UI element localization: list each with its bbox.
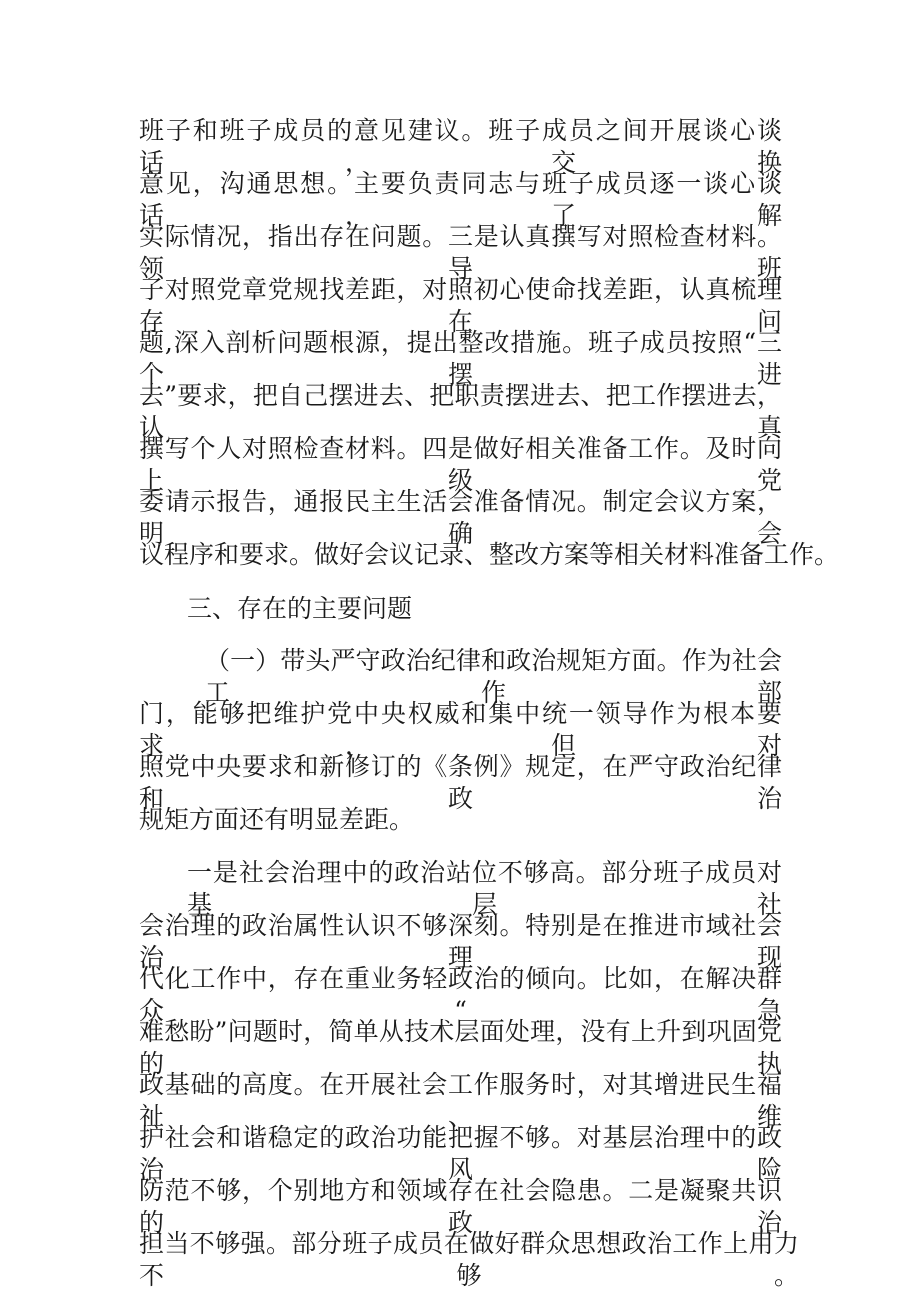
- subsection-heading-line: （一）带头严守政治纪律和政治规矩方面。作为社会工作部: [205, 646, 782, 707]
- paragraph-line: 政基础的高度。在开展社会工作服务时，对其增进民生福祉、维: [139, 1070, 782, 1131]
- paragraph-line: 委请示报告，通报民主生活会准备情况。制定会议方案，明确会: [139, 487, 782, 548]
- paragraph-line: 去”要求，把自己摆进去、把职责摆进去、把工作摆进去，认真: [139, 381, 782, 442]
- paragraph-line: 实际情况，指出存在问题。三是认真撰写对照检查材料。领导班: [139, 222, 782, 283]
- paragraph-line: 一是社会治理中的政治站位不够高。部分班子成员对基层社: [187, 858, 782, 919]
- paragraph-line: 撰写个人对照检查材料。四是做好相关准备工作。及时向上级党: [139, 434, 782, 495]
- paragraph-line: 难愁盼”问题时，简单从技术层面处理，没有上升到巩固党的执: [139, 1017, 782, 1078]
- paragraph-line: 题,深入剖析问题根源，提出整改措施。班子成员按照“三个摆进: [139, 328, 782, 389]
- paragraph-line: 班子和班子成员的意见建议。班子成员之间开展谈心谈话，交换: [139, 116, 782, 177]
- paragraph-line: 门，能够把维护党中央权威和集中统一领导作为根本要求，但对: [139, 699, 782, 760]
- paragraph-line: 防范不够，个别地方和领域存在社会隐患。二是凝聚共识的政治: [139, 1176, 782, 1237]
- paragraph-line: 议程序和要求。做好会议记录、整改方案等相关材料准备工作。: [139, 540, 840, 569]
- paragraph-line: 护社会和谐稳定的政治功能把握不够。对基层治理中的政治风险: [139, 1123, 782, 1184]
- paragraph-line: 会治理的政治属性认识不够深刻。特别是在推进市域社会治理现: [139, 911, 782, 972]
- paragraph-line: 子对照党章党规找差距，对照初心使命找差距，认真梳理存在问: [139, 275, 782, 336]
- paragraph-line: 照党中央要求和新修订的《条例》规定，在严守政治纪律和政治: [139, 752, 782, 813]
- paragraph-line: 担当不够强。部分班子成员在做好群众思想政治工作上用力不够。: [139, 1229, 799, 1290]
- paragraph-line: 规矩方面还有明显差距。: [139, 805, 415, 834]
- paragraph-line: 代化工作中，存在重业务轻政治的倾向。比如，在解决群众“急: [139, 964, 782, 1025]
- paragraph-line: 意见，沟通思想。主要负责同志与班子成员逐一谈心谈话，了解: [139, 169, 782, 230]
- section-heading: 三、存在的主要问题: [187, 594, 413, 623]
